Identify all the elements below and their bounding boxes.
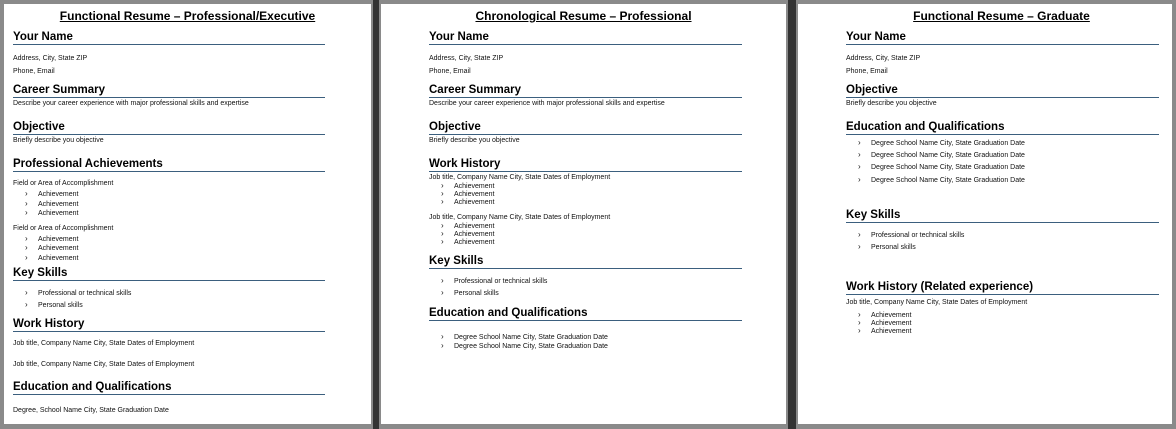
- achievement-item: › Achievement: [441, 190, 494, 199]
- field-line: Field or Area of Accomplishment: [13, 180, 114, 187]
- achievement-item: › Achievement: [25, 190, 78, 199]
- skill-item: › Personal skills: [441, 289, 499, 298]
- achievement-item: › Achievement: [858, 311, 911, 320]
- heading-work-history: Work History: [429, 158, 742, 172]
- heading-work-history: Work History: [13, 318, 325, 332]
- achievement-item: › Achievement: [25, 254, 78, 263]
- heading-key-skills: Key Skills: [846, 209, 1159, 223]
- skill-item: › Professional or technical skills: [441, 277, 547, 286]
- heading-education: Education and Qualifications: [429, 307, 742, 321]
- degree-item: › Degree School Name City, State Graduation Date: [441, 342, 608, 351]
- heading-career-summary: Career Summary: [429, 84, 742, 98]
- summary-text: Describe your career experience with major professional skills and expertise: [429, 100, 665, 107]
- heading-professional-achievements: Professional Achievements: [13, 158, 325, 172]
- page-title: Functional Resume – Graduate: [913, 9, 1090, 23]
- heading-career-summary: Career Summary: [13, 84, 325, 98]
- degree-item: › Degree School Name City, State Graduation Date: [858, 151, 1025, 160]
- achievement-item: › Achievement: [441, 182, 494, 191]
- job-line: Job title, Company Name City, State Dates of Employment: [13, 340, 195, 347]
- achievement-item: › Achievement: [441, 198, 494, 207]
- achievement-item: › Achievement: [858, 319, 911, 328]
- page-divider: [373, 0, 379, 429]
- skill-item: › Personal skills: [858, 243, 916, 252]
- job-line: Job title, Company Name City, State Dates of Employment: [846, 299, 1028, 306]
- degree-line: Degree, School Name City, State Graduation Date: [13, 407, 169, 414]
- field-line: Field or Area of Accomplishment: [13, 225, 114, 232]
- achievement-item: › Achievement: [25, 244, 78, 253]
- contact-line: Phone, Email: [13, 68, 55, 75]
- summary-text: Describe your career experience with major professional skills and expertise: [13, 100, 249, 107]
- contact-line: Phone, Email: [846, 68, 888, 75]
- skill-item: › Professional or technical skills: [858, 231, 964, 240]
- degree-item: › Degree School Name City, State Graduation Date: [858, 139, 1025, 148]
- skill-item: › Professional or technical skills: [25, 289, 131, 298]
- page-divider: [788, 0, 796, 429]
- address-line: Address, City, State ZIP: [429, 55, 504, 62]
- achievement-item: › Achievement: [25, 235, 78, 244]
- page-title: Chronological Resume – Professional: [475, 9, 692, 23]
- job-line: Job title, Company Name City, State Dates of Employment: [13, 361, 195, 368]
- heading-your-name: Your Name: [846, 31, 1159, 45]
- objective-text: Briefly describe you objective: [846, 100, 937, 107]
- contact-line: Phone, Email: [429, 68, 471, 75]
- achievement-item: › Achievement: [858, 327, 911, 336]
- degree-item: › Degree School Name City, State Graduation Date: [441, 333, 608, 342]
- heading-key-skills: Key Skills: [429, 255, 742, 269]
- heading-objective: Objective: [13, 121, 325, 135]
- resume-page-chronological-professional: [381, 4, 786, 424]
- resume-page-functional-executive: [4, 4, 371, 424]
- heading-your-name: Your Name: [429, 31, 742, 45]
- achievement-item: › Achievement: [441, 238, 494, 247]
- achievement-item: › Achievement: [441, 222, 494, 231]
- achievement-item: › Achievement: [25, 200, 78, 209]
- heading-key-skills: Key Skills: [13, 267, 325, 281]
- address-line: Address, City, State ZIP: [846, 55, 921, 62]
- page-title: Functional Resume – Professional/Executive: [59, 9, 316, 23]
- heading-objective: Objective: [429, 121, 742, 135]
- resume-page-functional-graduate: [798, 4, 1172, 424]
- objective-text: Briefly describe you objective: [13, 137, 104, 144]
- job-line: Job title, Company Name City, State Dates of Employment: [429, 214, 611, 221]
- degree-item: › Degree School Name City, State Graduation Date: [858, 163, 1025, 172]
- objective-text: Briefly describe you objective: [429, 137, 520, 144]
- heading-work-history: Work History (Related experience): [846, 281, 1159, 295]
- skill-item: › Personal skills: [25, 301, 83, 310]
- heading-education: Education and Qualifications: [846, 121, 1159, 135]
- job-line: Job title, Company Name City, State Dates of Employment: [429, 174, 611, 181]
- heading-objective: Objective: [846, 84, 1159, 98]
- degree-item: › Degree School Name City, State Graduation Date: [858, 176, 1025, 185]
- achievement-item: › Achievement: [25, 209, 78, 218]
- achievement-item: › Achievement: [441, 230, 494, 239]
- heading-education: Education and Qualifications: [13, 381, 325, 395]
- address-line: Address, City, State ZIP: [13, 55, 88, 62]
- heading-your-name: Your Name: [13, 31, 325, 45]
